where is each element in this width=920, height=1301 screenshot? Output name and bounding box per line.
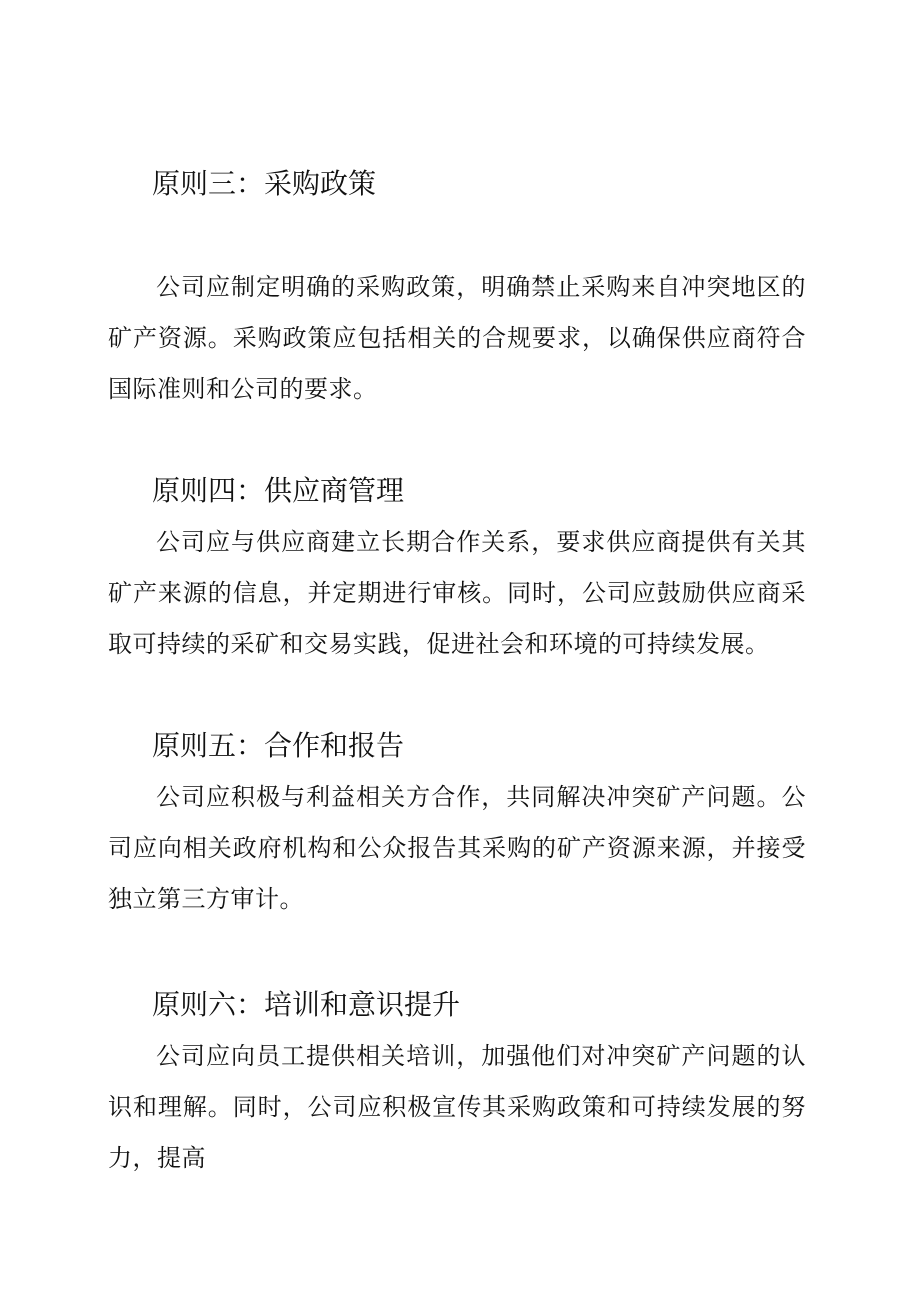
section-heading-3: 原则三：采购政策 xyxy=(152,167,377,200)
section-body-6: 公司应向员工提供相关培训，加强他们对冲突矿产问题的认识和理解。同时，公司应积极宣传其采购政策和可持续发展的努力，提高 xyxy=(108,1042,806,1172)
section-body-5: 公司应积极与利益相关方合作，共同解决冲突矿产问题。公司应向相关政府机构和公众报告其采购的矿产资源来源，并接受独立第三方审计。 xyxy=(108,783,806,913)
section-body-4: 公司应与供应商建立长期合作关系，要求供应商提供有关其矿产来源的信息，并定期进行审核。同时，公司应鼓励供应商采取可持续的采矿和交易实践，促进社会和环境的可持续发展。 xyxy=(108,528,806,658)
section-heading-6: 原则六：培训和意识提升 xyxy=(152,988,461,1021)
section-body-3: 公司应制定明确的采购政策，明确禁止采购来自冲突地区的矿产资源。采购政策应包括相关的合规要求，以确保供应商符合国际准则和公司的要求。 xyxy=(108,273,806,403)
section-heading-5: 原则五：合作和报告 xyxy=(152,729,405,762)
section-heading-4: 原则四：供应商管理 xyxy=(152,474,405,507)
